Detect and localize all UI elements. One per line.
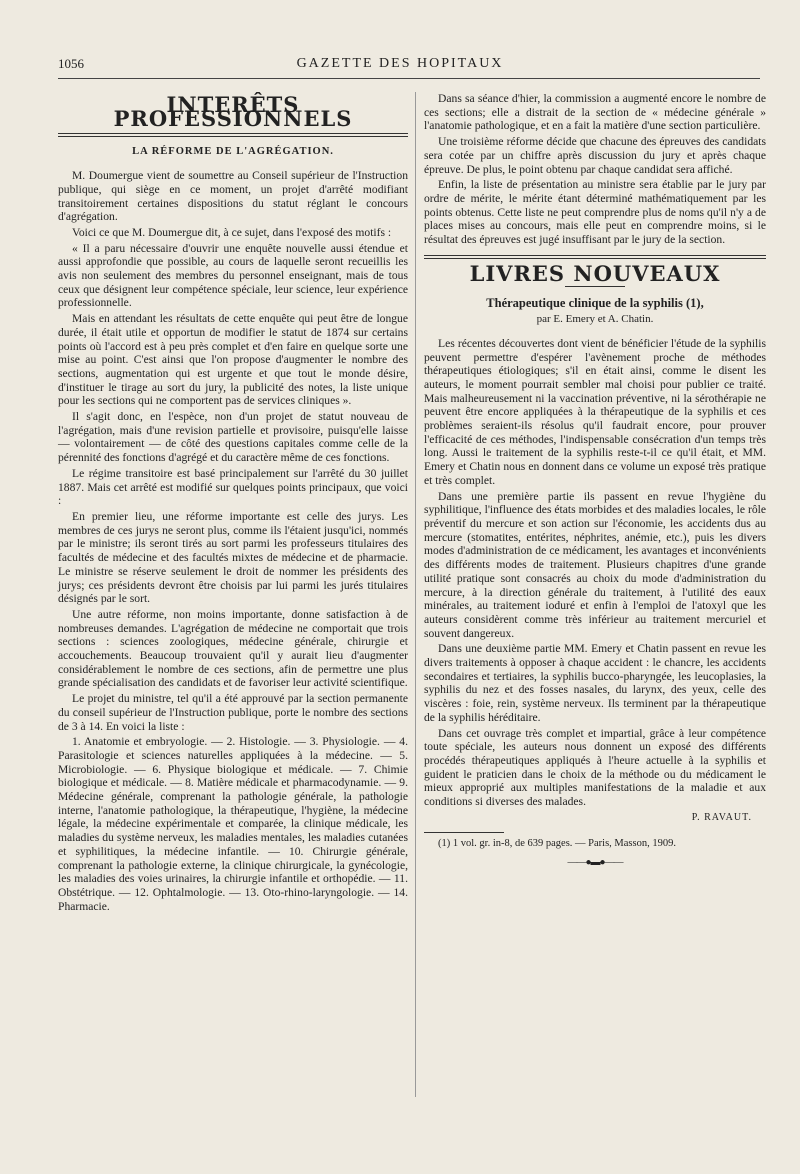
page-number: 1056 [58,56,84,71]
section-rule [58,133,408,137]
review-signature: P. RAVAUT. [691,811,752,823]
footnote-rule [424,832,504,833]
paragraph: En premier lieu, une réforme importante est celle des jurys. Les membres de ces jurys ne seront plus, comme ils l'étaient jusqu'ici, nommés par le ministre; ils seront tirés au sort parmi les professeurs titulaires des facultés de médecine et des facultés mixtes de médecine et de pharmacie. Le ministre se réserve seulement le droit de nommer les présidents des jurys; ces présidents devront être choisis par lui parmi les jurés titulaires désignés par le sort. [58,509,408,606]
column-divider [415,92,416,1097]
footnote: (1) 1 vol. gr. in-8, de 639 pages. — Paris, Masson, 1909. [438,838,676,850]
paragraph: Dans une première partie ils passent en revue l'hygiène du syphilitique, l'influence des états morbides et des maladies locales, le rôle préventif du mercure et son action sur l'économie, les accidents dus au mercure (stomatites, entérites, néphrites, anémie, etc.), puis les divers modes d'administration de ce médicament, les avantages et inconvénients des différents modes de traitement. Plusieurs chapitres d'une grande utilité pratique sont consacrés au choix du mode d'administration du mercure, à la direction générale du traitement, à l'utilité des eaux minérales, au traitement ioduré et enfin à l'emploi de l'atoxyl que les auteurs considèrent comme très inférieur au traitement mercuriel et souvent dangereux. [424,489,766,640]
paragraph: Dans une deuxième partie MM. Emery et Chatin passent en revue les divers traitements à opposer à chaque accident : le chancre, les accidents secondaires et tertiaires, la syphilis bucco-pharyngée, les leucoplasies, la syphilis du nez et des fosses nasales, du larynx, des yeux, celle des viscères : foie, rein, système nerveux. Ils terminent par la thérapeutique de la syphilis héréditaire. [424,642,766,724]
section-title-livres: LIVRES NOUVEAUX [469,260,721,286]
paragraph: Une troisième réforme décide que chacune des épreuves des candidats sera cotée par un chiffre après discussion du jury et après chaque épreuve. De plus, le point obtenu par chaque candidat sera affiché. [424,135,766,176]
book-authors: par E. Emery et A. Chatin. [536,313,654,326]
sections-list: 1. Anatomie et embryologie. — 2. Histologie. — 3. Physiologie. — 4. Parasitologie et sciences naturelles appliquées à la médecine. — 5. Microbiologie. — 6. Physique biologique et médicale. — 7. Chimie biologique et médicale. — 8. Matière médicale et pharmacodynamie. — 9. Médecine générale, comprenant la pathologie générale, la pathologie interne, l'anatomie pathologique, la thérapeutique, l'hygiène, la médecine légale, la médecine expérimentale et comparée, la clinique médicale, les maladies du système nerveux, les maladies mentales, les maladies cutanées et syphilitiques, la médecine infantile. — 10. Chirurgie générale, comprenant la pathologie externe, la clinique chirurgicale, la gynécologie, les maladies des voies urinaires, la chirurgie infantile et orthopédie. — 11. Obstétrique. — 12. Ophtalmologie. — 13. Oto-rhino-laryngologie. — 14. Pharmacie. [58,735,408,913]
section-title-interets: INTERÊTS PROFESSIONNELS [113,92,353,131]
paragraph: Les récentes découvertes dont vient de bénéficier l'étude de la syphilis peuvent permettre d'espérer l'avènement proche de méthodes thérapeutiques étiologiques; s'il en était ainsi, comme le disent les auteurs, le moment pourrait sembler mal choisi pour publier ce traité. Mais malheureusement ni la vaccination préventive, ni la sérothérapie ne peuvent être encore appliquées à la thérapeutique de la syphilis et ces problèmes seraient-ils résolus qu'il faudrait encore, pour prouver l'efficacité de ces méthodes, l'indispensable consécration d'un temps très long. Aussi le traitement de la syphilis reste-t-il ce qu'il était, et MM. Emery et Chatin nous en donnent dans ce volume un exposé très pratique et très complet. [424,336,766,487]
left-column [58,92,408,915]
right-column [424,92,766,870]
paragraph: Dans sa séance d'hier, la commission a augmenté encore le nombre de ces sections; elle a distrait de la section de « médecine générale » l'anatomie pathologique, et en a fait la matière d'une section particulière. [424,92,766,133]
paragraph: Le régime transitoire est basé principalement sur l'arrêté du 30 juillet 1887. Mais cet arrêté est modifié sur quelques points principaux, que voici : [58,466,408,508]
paragraph: Mais en attendant les résultats de cette enquête qui peut être de longue durée, il était utile et opportun de modifier le statut de 1874 sur certains points où l'accord est à peu près complet et d'en faire en quelque sorte une mise au point. C'est ainsi que l'on propose d'augmenter le nombre des sections, augmentation qui est urgente et que tout le monde désire, d'instituer le tirage au sort du jury, la publicité des notes, la liste unique pour les sections qui ne comportent pas de services cliniques ». [58,312,408,408]
end-ornament: ——●▬●—— [567,857,623,869]
paragraph: Une autre réforme, non moins importante, donne satisfaction à de nombreuses demandes. L'agrégation de médecine ne comportait que trois sections : sciences zoologiques, médecine générale, chirurgie et accouchements. Beaucoup trouvaient qu'il y aurait lieu d'augmenter considérablement le nombre de ces sections, afin de permettre une plus grande spécialisation des candidats et de favoriser leur activité scientifique. [58,607,408,690]
paragraph: Enfin, la liste de présentation au ministre sera établie par le jury par ordre de mérite, le mérite étant déterminé mathématiquement par les points obtenus. Cette liste ne peut comprendre plus de noms qu'il n'y a de places mises au concours, mais elle peut en comprendre moins, si le résultat des épreuves est jugé insuffisant par le jury de la section. [424,178,766,247]
article-subtitle: LA RÉFORME DE L'AGRÉGATION. [132,146,334,158]
running-title: GAZETTE DES HOPITAUX [296,56,504,71]
title-underline [565,286,625,287]
paragraph: Dans cet ouvrage très complet et impartial, grâce à leur compétence toute spéciale, les auteurs nous donnent un exposé des différents procédés thérapeutiques appliqués à l'heure actuelle à la syphilis et guident le praticien dans le choix de la méthode ou du médicament le mieux approprié aux multiples manifestations de la maladie et aux conditions si diverses des malades. [424,726,766,809]
paragraph: Il s'agit donc, en l'espèce, non d'un projet de statut nouveau de l'agrégation, mais d'une revision partielle et provisoire, puisqu'elle laisse — volontairement — de côté des questions capitales comme celle de la pérennité des fonctions d'agrégé et du caractère même de ces fonctions. [58,410,408,465]
book-title: Thérapeutique clinique de la syphilis (1), [486,296,704,311]
paragraph: M. Doumergue vient de soumettre au Conseil supérieur de l'Instruction publique, qui siège en ce moment, un projet d'arrêté modifiant transitoirement certaines dispositions du statut réglant le concours d'agrégation. [58,169,408,224]
section-rule [424,255,766,259]
header-rule [58,78,760,79]
paragraph: Le projet du ministre, tel qu'il a été approuvé par la section permanente du conseil supérieur de l'Instruction publique, porte le nombre des sections de 3 à 14. En voici la liste : [58,692,408,733]
paragraph: Voici ce que M. Doumergue dit, à ce sujet, dans l'exposé des motifs : [72,225,392,239]
paragraph: « Il a paru nécessaire d'ouvrir une enquête nouvelle aussi étendue et aussi approfondie que possible, au cours de laquelle seront recueillis les avis non seulement des membres du personnel enseignant, mais de tous ceux que désignent leur compétence spéciale, leur science, leur expérience professionnelle. [58,241,408,310]
